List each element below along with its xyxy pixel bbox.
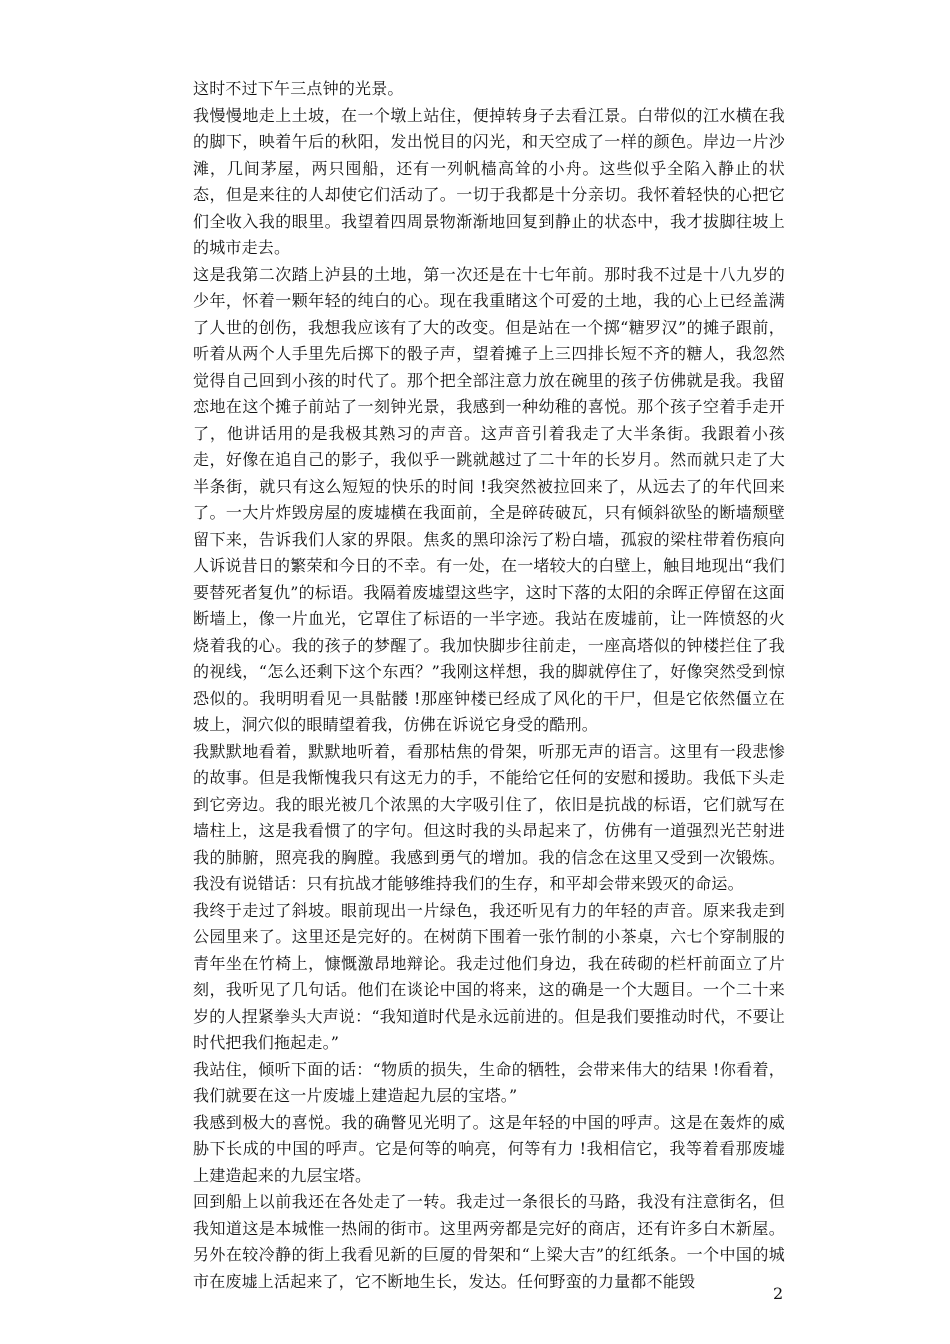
paragraph: 我默默地看着，默默地听着，看那枯焦的骨架，听那无声的语言。这里有一段悲惨的故事。但是我惭愧我只有这无力的手，不能给它任何的安慰和援助。我低下头走到它旁边。我的眼光被几个浓黑的大字吸引住了，依旧是抗战的标语，它们就写在墙柱上，这是我看惯了的字句。但这时我的头昂起来了，仿佛有一道强烈光芒射进我的肺腑，照亮我的胸膛。我感到勇气的增加。我的信念在这里又受到一次锻炼。我没有说错话：只有抗战才能够维持我们的生存，和平却会带来毁灭的命运。: [193, 741, 785, 893]
page-number: 2: [773, 1284, 784, 1303]
paragraph: 这时不过下午三点钟的光景。: [193, 79, 404, 98]
paragraph: 这是我第二次踏上泸县的土地，第一次还是在十七年前。那时我不过是十八九岁的少年，怀着一颗年轻的纯白的心。现在我重睹这个可爱的土地，我的心上已经盖满了人世的创伤，我想我应该有了大的改变。但是站在一个掷“糖罗汉”的摊子跟前，听着从两个人手里先后掷下的骰子声，望着摊子上三四排长短不齐的糖人，我忽然觉得自己回到小孩的时代了。那个把全部注意力放在碗里的孩子仿佛就是我。我留恋地在这个摊子前站了一刻钟光景，我感到一种幼稚的喜悦。那个孩子空着手走开了，他讲话用的是我极其熟习的声音。这声音引着我走了大半条街。我跟着小孩走，好像在追自己的影子，我似乎一跳就越过了二十年的长岁月。然而就只走了大半条街，就只有这么短短的快乐的时间 !我突然被拉回来了，从远去了的年代回来了。一大片炸毁房屋的废墟横在我面前，全是碎砖破瓦，只有倾斜欲坠的断墙颓壁留下来，告诉我们人家的界限。焦炙的黑印涂污了粉白墙，孤寂的梁柱带着伤痕向人诉说昔日的繁荣和今日的不幸。有一处，在一堵较大的白壁上，触目地现出“我们要替死者复仇”的标语。我隔着废墟望这些字，这时下落的太阳的余晖正停留在这面断墙上，像一片血光，它罩住了标语的一半字迹。我站在废墟前，让一阵愤怒的火烧着我的心。我的孩子的梦醒了。我加快脚步往前走，一座高塔似的钟楼拦住了我的视线，“怎么还剩下这个东西？”我刚这样想，我的脚就停住了，好像突然受到惊恐似的。我明明看见一具骷髅 !那座钟楼已经成了风化的干尸，但是它依然僵立在坡上，洞穴似的眼睛望着我，仿佛在诉说它身受的酷刑。: [193, 264, 785, 734]
paragraph: 我终于走过了斜坡。眼前现出一片绿色，我还听见有力的年轻的声音。原来我走到公园里来了。这里还是完好的。在树荫下围着一张竹制的小茶桌，六七个穿制服的青年坐在竹椅上，慷慨激昂地辩论。我走过他们身边，我在砖砌的栏杆前面立了片刻，我听见了几句话。他们在谈论中国的将来，这的确是一个大题目。一个二十来岁的人捏紧拳头大声说：“我知道时代是永远前进的。但是我们要推动时代，不要让时代把我们拖起走。”: [193, 900, 785, 1052]
paragraph: 我站住，倾听下面的话：“物质的损失，生命的牺牲，会带来伟大的结果 !你看着，我们就要在这一片废墟上建造起九层的宝塔。”: [193, 1059, 785, 1105]
text-body: [193, 76, 785, 1295]
paragraph: 回到船上以前我还在各处走了一转。我走过一条很长的马路，我没有注意街名，但我知道这是本城惟一热闹的街市。这里两旁都是完好的商店，还有许多白木新屋。另外在较冷静的街上我看见新的巨厦的骨架和“上梁大吉”的红纸条。一个中国的城市在废墟上活起来了，它不断地生长，发达。任何野蛮的力量都不能毁: [193, 1192, 785, 1291]
paragraph: 我感到极大的喜悦。我的确瞥见光明了。这是年轻的中国的呼声。这是在轰炸的威胁下长成的中国的呼声。它是何等的响亮，何等有力 !我相信它，我等着看那废墟上建造起来的九层宝塔。: [193, 1112, 785, 1185]
paragraph: 我慢慢地走上土坡，在一个墩上站住，便掉转身子去看江景。白带似的江水横在我的脚下，映着午后的秋阳，发出悦目的闪光，和天空成了一样的颜色。岸边一片沙滩，几间茅屋，两只囤船，还有一列帆樯高耸的小舟。这些似乎全陷入静止的状态，但是来往的人却使它们活动了。一切于我都是十分亲切。我怀着轻快的心把它们全收入我的眼里。我望着四周景物渐渐地回复到静止的状态中，我才拔脚往坡上的城市走去。: [193, 105, 785, 257]
